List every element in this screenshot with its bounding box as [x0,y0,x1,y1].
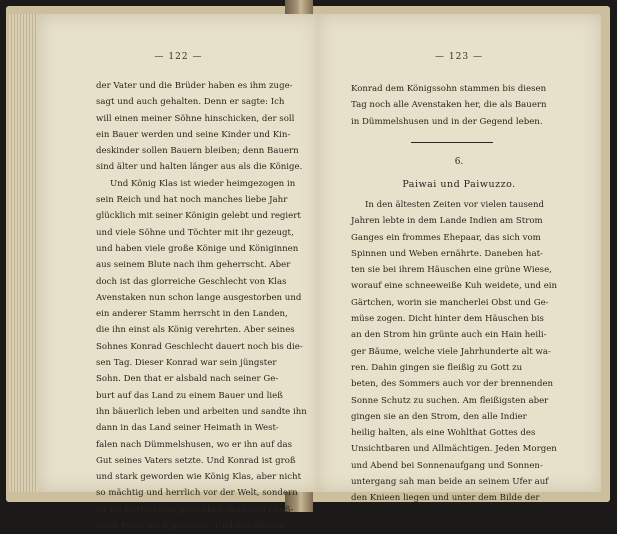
text-line: an den Strom hin grünte auch ein Hain heili- [351,330,547,341]
text-line: Ganges ein frommes Ehepaar, das sich vom [351,232,541,243]
text-line: der Vater und die Brüder haben es ihm zuge- [96,81,293,91]
text-line: vater Peter auch gewesen. Und von diesem [96,521,285,532]
text-line: dann in das Land seiner Heimath in West- [96,423,279,434]
chapter-number: 6. [454,157,464,167]
text-line: aus seinem Blute nach ihm geherrscht. Aber [96,260,291,271]
text-line: Sohnes Konrad Geschlecht dauert noch bis die- [96,341,303,352]
text-line: müse zogen. Dicht hinter dem Häuschen bis [351,314,544,325]
text-line: burt auf das Land zu einem Bauer und ließ [96,390,283,401]
text-line: falen nach Dümmelshusen, wo er ihn auf das [96,439,293,450]
text-line: Und König Klas ist wieder heimgezogen in [110,178,296,189]
chapter-title: Paiwai und Paiwuzzo. [402,179,516,190]
text-line: will einen meiner Söhne hinschicken, der soll [96,113,295,124]
text-line: deskinder sollen Bauern bleiben; denn Bauern [96,146,299,157]
text-line: ihn bäuerlich leben und arbeiten und sandte ihn [96,406,307,417]
text-line: beten, des Sommers auch vor der brennenden [351,379,554,390]
text-line: doch ist das glorreiche Geschlecht von Klas [96,276,287,287]
text-line: den Knieen liegen und unter dem Bilde der [351,493,540,504]
text-line: Jahren lebte in dem Lande Indien am Strom [351,216,543,227]
text-line: so mächtig und herrlich vor der Welt, sondern [96,488,298,499]
text-line: untergang sah man beide an seinem Ufer auf [351,477,549,488]
text-line: gingen sie an den Strom, den alle Indier [351,411,527,422]
text-line: und viele Söhne und Töchter mit ihr gezeugt, [96,227,294,238]
text-line: Sohn. Den that er alsbald nach seiner Ge- [96,374,279,385]
left-page-number: — 122 — [154,52,203,62]
right-page-body-text [351,197,561,507]
text-line: Sonne Schutz zu suchen. Am fleißigsten aber [351,395,549,406]
text-line: ein anderer Stamm herrscht in den Landen, [96,309,288,320]
text-line: und Abend bei Sonnenaufgang und Sonnen- [351,460,543,471]
text-line: ger Bäume, welche viele Jahrhunderte alt wa- [351,346,551,357]
text-line: sind älter und halten länger aus als die Könige. [96,162,303,173]
section-divider [411,142,493,143]
text-line: Spinnen und Weben ernährte. Daneben hat- [351,248,543,259]
text-line: Avenstaken nun schon lange ausgestorben und [96,292,302,303]
text-line: sagt und auch gehalten. Denn er sagte: Ich [96,97,285,108]
text-line: sein Reich und hat noch manches liebe Jahr [96,195,288,206]
text-line: glücklich mit seiner Königin gelebt und regiert [96,211,301,222]
left-page-text [96,78,307,534]
right-page [317,14,601,504]
text-line: worauf eine schneeweiße Kuh weidete, und ein [351,281,558,292]
left-page [38,14,319,532]
text-line: sen Tag. Dieser Konrad war sein jüngster [96,358,277,369]
right-page-top-text [351,81,561,130]
text-line: Konrad dem Königssohn stammen bis diesen [351,84,547,94]
text-line: heilig halten, als eine Wohlthat Gottes des [351,428,536,439]
text-line: Unsichtbaren und Allmächtigen. Jeden Morgen [351,444,557,455]
text-line: Gärtchen, worin sie mancherlei Obst und Ge- [351,297,549,308]
right-page-number: — 123 — [435,52,483,62]
text-line: und stark geworden wie König Klas, aber nicht [96,472,302,483]
text-line: ren. Dahin gingen sie fleißig zu Gott zu [351,362,523,373]
text-line: die ihn einst als König verehrten. Aber seines [96,325,295,336]
text-line: In den ältesten Zeiten vor vielen tausend [365,200,545,210]
text-line: ist als Dorfschulze gestorben, was sein Groß- [96,504,294,515]
text-line: Gut seines Vaters setzte. Und Konrad ist groß [96,455,296,466]
text-line: ein Bauer werden und seine Kinder und Kin- [96,129,291,140]
text-line: ten sie bei ihrem Häuschen eine grüne Wiese, [351,265,552,276]
text-line: Tag noch alle Avenstaken her, die als Bauern [351,100,547,111]
text-line: in Dümmelshusen und in der Gegend leben. [351,116,543,127]
text-line: und haben viele große Könige und Königinnen [96,243,299,254]
